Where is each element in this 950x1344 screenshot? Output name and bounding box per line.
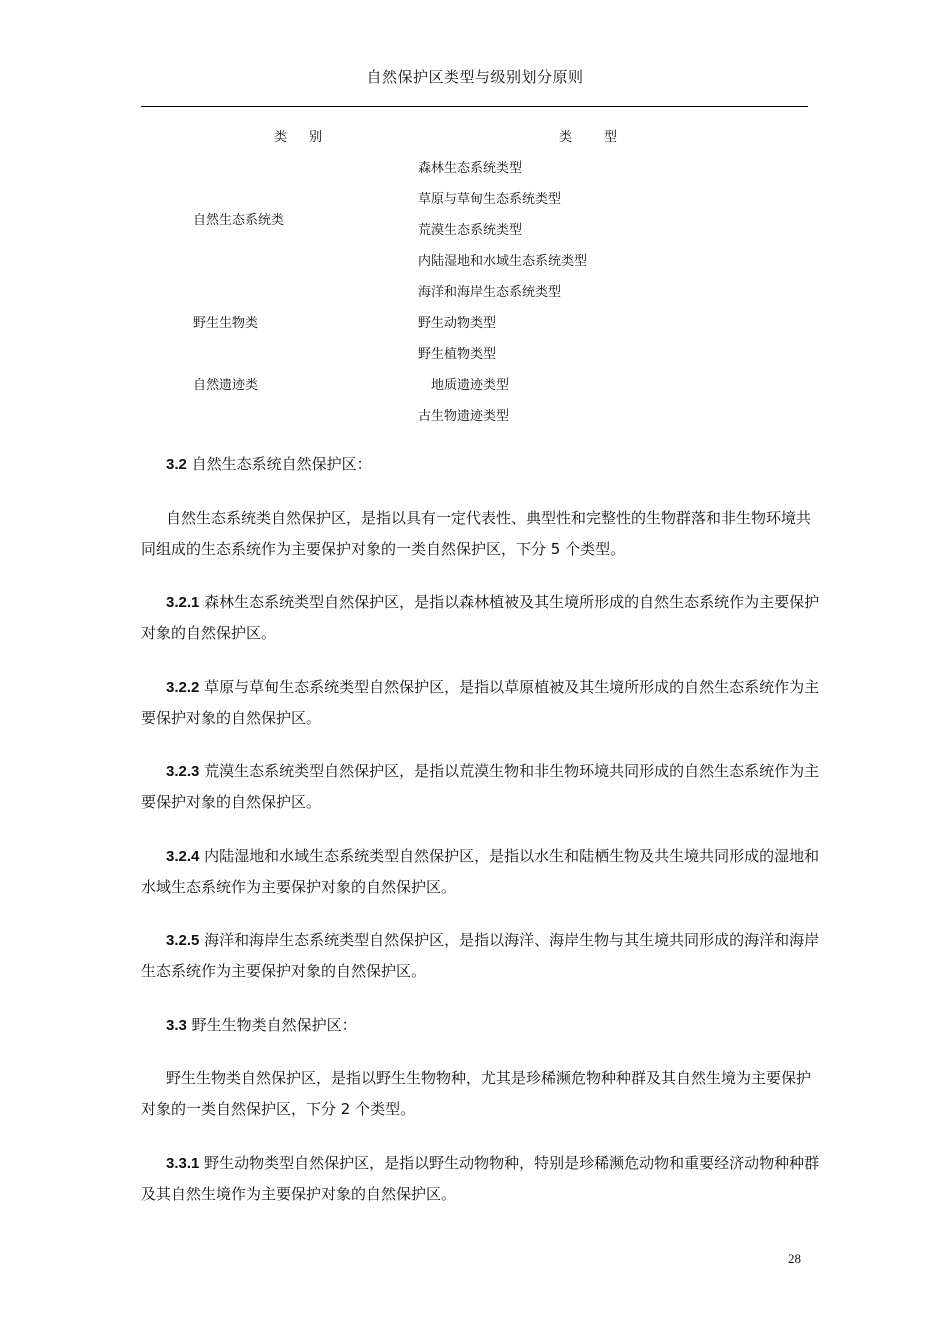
clause-paragraph xyxy=(141,756,821,818)
clause-number: 3.2.5 xyxy=(166,932,200,949)
clause-paragraph xyxy=(141,587,821,649)
type-cell: 野生动物类型 xyxy=(418,316,497,331)
clause-number: 3.2.2 xyxy=(166,679,200,696)
clause-text: 荒漠生态系统类型自然保护区，是指以荒漠生物和非生物环境共同形成的自然生态系统作为主要保护对象的自然保护区。 xyxy=(141,762,820,811)
section-text: 自然生态系统自然保护区： xyxy=(186,455,372,473)
clause-paragraph xyxy=(141,841,821,903)
type-cell: 海洋和海岸生态系统类型 xyxy=(418,285,562,300)
type-cell: 内陆湿地和水域生态系统类型 xyxy=(418,254,588,269)
clause-text: 草原与草甸生态系统类型自然保护区，是指以草原植被及其生境所形成的自然生态系统作为主要保护对象的自然保护区。 xyxy=(141,678,820,727)
clause-paragraph xyxy=(141,925,821,987)
section-number: 3.2 xyxy=(166,456,187,473)
clause-text: 内陆湿地和水域生态系统类型自然保护区，是指以水生和陆栖生物及共生境共同形成的湿地和水域生态系统作为主要保护对象的自然保护区。 xyxy=(141,847,820,896)
type-cell: 森林生态系统类型 xyxy=(418,161,523,176)
header-rule xyxy=(141,106,808,107)
category-cell: 自然遗迹类 xyxy=(193,378,259,393)
page-number: 28 xyxy=(788,1251,801,1266)
type-cell: 古生物遗迹类型 xyxy=(418,409,510,424)
table-header-category: 类别 xyxy=(274,130,345,145)
clause-text: 野生动物类型自然保护区，是指以野生动物物种，特别是珍稀濒危动物和重要经济动物种种群及其自然生境作为主要保护对象的自然保护区。 xyxy=(141,1154,820,1203)
section-heading xyxy=(141,449,821,480)
clause-number: 3.2.4 xyxy=(166,848,200,865)
section-number: 3.3 xyxy=(166,1017,187,1034)
type-cell: 荒漠生态系统类型 xyxy=(418,223,523,238)
category-cell: 自然生态系统类 xyxy=(193,213,285,228)
paragraph-text: 野生生物类自然保护区，是指以野生生物物种，尤其是珍稀濒危物种种群及其自然生境为主要保护对象的一类自然保护区，下分 2 个类型。 xyxy=(141,1069,812,1118)
clause-number: 3.3.1 xyxy=(166,1155,200,1172)
clause-number: 3.2.3 xyxy=(166,763,200,780)
clause-text: 森林生态系统类型自然保护区，是指以森林植被及其生境所形成的自然生态系统作为主要保护对象的自然保护区。 xyxy=(141,593,820,642)
page-header-title: 自然保护区类型与级别划分原则 xyxy=(366,68,584,86)
clause-number: 3.2.1 xyxy=(166,594,200,611)
type-cell: 草原与草甸生态系统类型 xyxy=(418,192,562,207)
clause-text: 海洋和海岸生态系统类型自然保护区，是指以海洋、海岸生物与其生境共同形成的海洋和海岸生态系统作为主要保护对象的自然保护区。 xyxy=(141,931,820,980)
table-header-type: 类型 xyxy=(559,130,650,145)
section-heading xyxy=(141,1010,821,1041)
clause-paragraph xyxy=(141,1148,821,1210)
body-paragraph xyxy=(141,503,821,565)
category-table xyxy=(141,118,808,438)
paragraph-text: 自然生态系统类自然保护区，是指以具有一定代表性、典型性和完整性的生物群落和非生物环境共同组成的生态系统作为主要保护对象的一类自然保护区，下分 5 个类型。 xyxy=(141,509,812,558)
clause-paragraph xyxy=(141,672,821,734)
section-text: 野生生物类自然保护区： xyxy=(186,1016,357,1034)
type-cell: 地质遗迹类型 xyxy=(431,378,510,393)
category-cell: 野生生物类 xyxy=(193,316,259,331)
body-paragraph xyxy=(141,1063,821,1125)
type-cell: 野生植物类型 xyxy=(418,347,497,362)
